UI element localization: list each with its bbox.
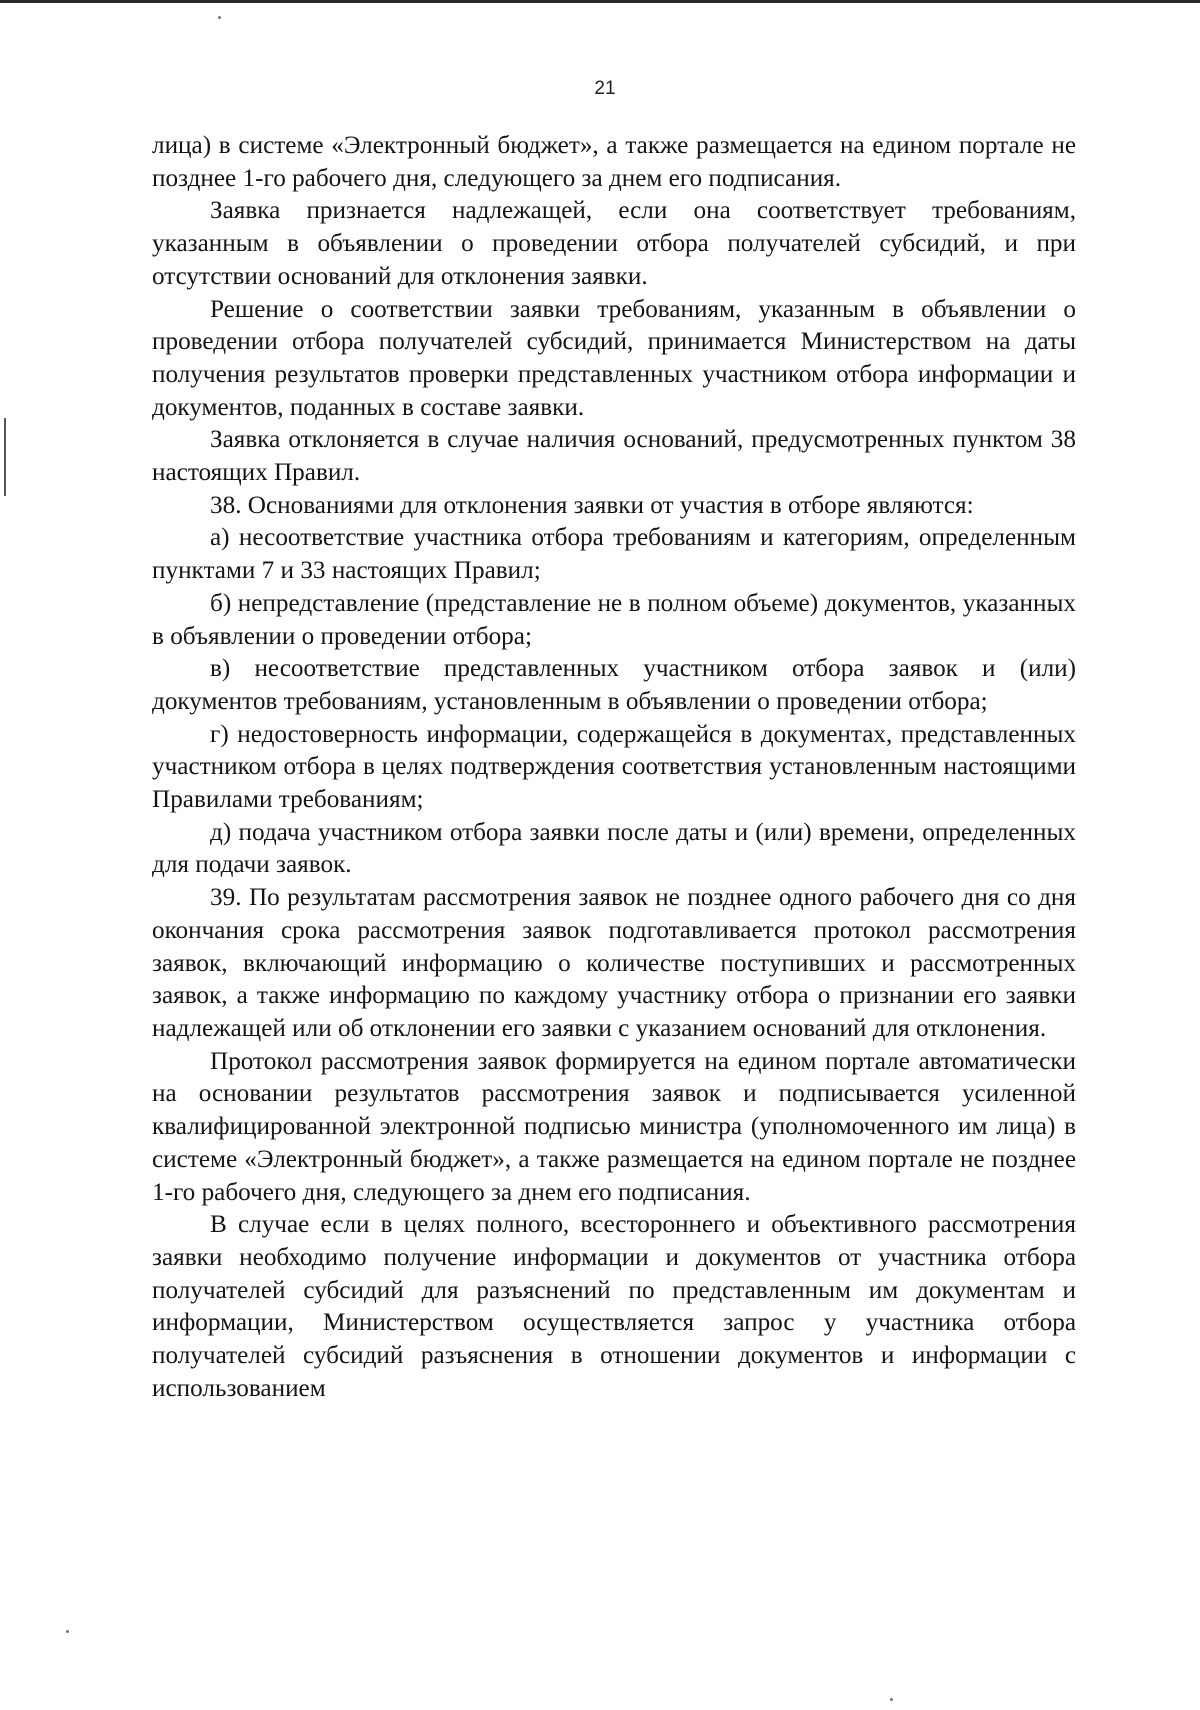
page-number: 21 xyxy=(594,78,616,99)
scan-speck xyxy=(66,1630,69,1633)
paragraph: а) несоответствие участника отбора требованиям и категориям, определенным пунктами 7 и 33 настоящих Правил; xyxy=(152,524,1076,585)
paragraph: Заявка отклоняется в случае наличия оснований, предусмотренных пунктом 38 настоящих Правил. xyxy=(152,426,1076,487)
paragraph: Решение о соответствии заявки требованиям, указанным в объявлении о проведении отбора получателей субсидий, принимается Министерством на даты получения результатов проверки представленных участником отбора информации и документов, поданных в составе заявки. xyxy=(152,295,1076,421)
paragraph: г) недостоверность информации, содержащейся в документах, представленных участником отбора в целях подтверждения соответствия установленным настоящими Правилами требованиям; xyxy=(152,720,1076,814)
paragraph: Протокол рассмотрения заявок формируется на едином портале автоматически на основании результатов рассмотрения заявок и подписывается усиленной квалифицированной электронной подписью министра (уполномоченного им лица) в системе «Электронный бюджет», а также размещается на едином портале не позднее 1-го рабочего дня, следующего за днем его подписания. xyxy=(152,1047,1076,1206)
scan-top-border xyxy=(0,0,1200,3)
paragraph: 39. По результатам рассмотрения заявок не позднее одного рабочего дня со дня окончания срока рассмотрения заявок подготавливается протокол рассмотрения заявок, включающий информацию о количестве поступивших и рассмотренных заявок, а также информацию по каждому участнику отбора о признании его заявки надлежащей или об отклонении его заявки с указанием оснований для отклонения. xyxy=(152,884,1076,1042)
paragraph: 38. Основаниями для отклонения заявки от участия в отборе являются: xyxy=(210,491,974,519)
paragraph: лица) в системе «Электронный бюджет», а также размещается на едином портале не позднее 1-го рабочего дня, следующего за днем его подписания. xyxy=(152,132,1076,192)
paragraph: д) подача участником отбора заявки после даты и (или) времени, определенных для подачи заявок. xyxy=(152,818,1076,879)
scan-speck xyxy=(890,1698,893,1701)
paragraph: Заявка признается надлежащей, если она соответствует требованиям, указанным в объявлении о проведении отбора получателей субсидий, и при отсутствии оснований для отклонения заявки. xyxy=(152,197,1076,290)
scan-margin-mark xyxy=(4,418,6,496)
paragraph: в) несоответствие представленных участником отбора заявок и (или) документов требованиям, установленным в объявлении о проведении отбора; xyxy=(152,655,1076,715)
paragraph: В случае если в целях полного, всестороннего и объективного рассмотрения заявки необходимо получение информации и документов от участника отбора получателей субсидий для разъяснений по представленным им документам и информации, Министерством осуществляется запрос у участника отбора получателей субсидий разъяснения в отношении документов и информации с использованием xyxy=(152,1211,1076,1402)
document-body xyxy=(152,130,1076,1405)
paragraph: б) непредставление (представление не в полном объеме) документов, указанных в объявлении о проведении отбора; xyxy=(152,589,1076,650)
scan-speck xyxy=(218,16,221,19)
